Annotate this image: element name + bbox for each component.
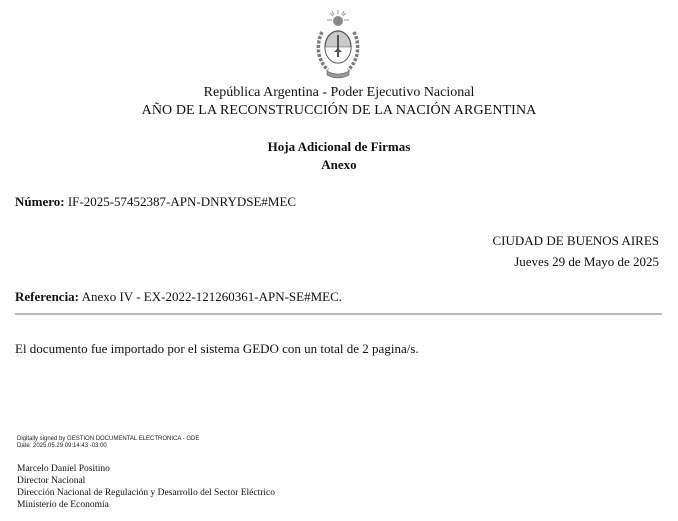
signer-ministry: Ministerio de Economía — [17, 500, 109, 510]
digital-signature-signer: Digitally signed by GESTION DOCUMENTAL ELECTRONICA - GDE — [17, 436, 200, 442]
header-line-year-motto: AÑO DE LA RECONSTRUCCIÓN DE LA NACIÓN ARGENTINA — [141, 103, 537, 118]
reference-value: Anexo IV - EX-2022-121260361-APN-SE#MEC. — [81, 289, 343, 304]
document-number-label: Número: — [15, 194, 65, 209]
signer-name: Marcelo Daniel Positino — [17, 464, 110, 474]
reference-label: Referencia: — [15, 289, 80, 304]
body-text: El documento fue importado por el sistema GEDO con un total de 2 pagina/s. — [15, 341, 419, 356]
document-number — [15, 194, 296, 209]
date: Jueves 29 de Mayo de 2025 — [514, 254, 659, 269]
document-subtitle: Anexo — [321, 157, 357, 172]
city: CIUDAD DE BUENOS AIRES — [492, 233, 659, 248]
digital-signature-date: Date: 2025.05.29 09:14:43 -03:00 — [17, 443, 107, 449]
signer-office: Dirección Nacional de Regulación y Desarrollo del Sector Eléctrico — [17, 488, 275, 498]
reference — [15, 289, 342, 304]
signer-title: Director Nacional — [17, 476, 86, 486]
coat-of-arms-icon — [314, 8, 362, 82]
header-line-government: República Argentina - Poder Ejecutivo Nacional — [203, 85, 475, 100]
document-number-value: IF-2025-57452387-APN-DNRYDSE#MEC — [67, 194, 297, 209]
document-title: Hoja Adicional de Firmas — [267, 139, 411, 154]
divider — [15, 313, 662, 315]
